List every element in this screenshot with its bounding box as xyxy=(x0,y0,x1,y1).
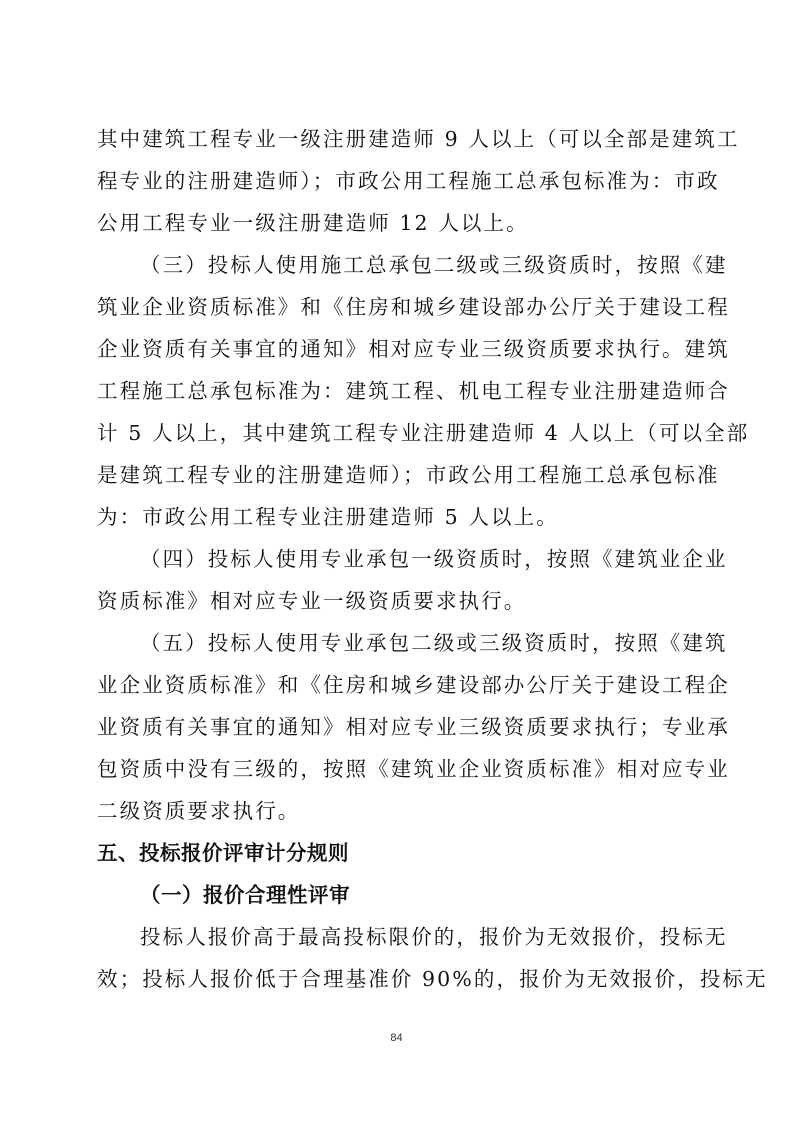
body-line: 投标人报价高于最高投标限价的，报价为无效报价，投标无 xyxy=(140,925,728,949)
body-line: 是建筑工程专业的注册建造师）；市政公用工程施工总承包标准 xyxy=(97,463,720,487)
body-line: 业企业资质标准》和《住房和城乡建设部办公厅关于建设工程企 xyxy=(97,673,730,697)
body-line: （三）投标人使用施工总承包二级或三级资质时，按照《建 xyxy=(140,253,728,277)
page-number: 84 xyxy=(390,1032,403,1044)
body-line: 效；投标人报价低于合理基准价 90%的，报价为无效报价，投标无 xyxy=(97,967,768,991)
body-line: 程专业的注册建造师）；市政公用工程施工总承包标准为：市政 xyxy=(97,169,720,193)
body-line: 筑业企业资质标准》和《住房和城乡建设部办公厅关于建设工程 xyxy=(97,295,730,319)
subsection-heading: （一）报价合理性评审 xyxy=(140,883,350,907)
body-line: 包资质中没有三级的，按照《建筑业企业资质标准》相对应专业 xyxy=(97,757,730,781)
section-heading: 五、投标报价评审计分规则 xyxy=(97,841,349,865)
body-line: 工程施工总承包标准为：建筑工程、机电工程专业注册建造师合 xyxy=(97,379,730,403)
body-line: 其中建筑工程专业一级注册建造师 9 人以上（可以全部是建筑工 xyxy=(97,127,740,151)
body-line: 计 5 人以上，其中建筑工程专业注册建造师 4 人以上（可以全部 xyxy=(97,421,750,445)
body-line: 公用工程专业一级注册建造师 12 人以上。 xyxy=(97,211,529,235)
body-line: （四）投标人使用专业承包一级资质时，按照《建筑业企业 xyxy=(140,547,728,571)
body-line: 企业资质有关事宜的通知》相对应专业三级资质要求执行。建筑 xyxy=(97,337,730,361)
body-line: 业资质有关事宜的通知》相对应专业三级资质要求执行；专业承 xyxy=(97,715,730,739)
body-line: 为：市政公用工程专业注册建造师 5 人以上。 xyxy=(97,505,559,529)
body-line: 二级资质要求执行。 xyxy=(97,799,301,823)
body-line: （五）投标人使用专业承包二级或三级资质时，按照《建筑 xyxy=(140,631,728,655)
body-line: 资质标准》相对应专业一级资质要求执行。 xyxy=(97,589,527,613)
